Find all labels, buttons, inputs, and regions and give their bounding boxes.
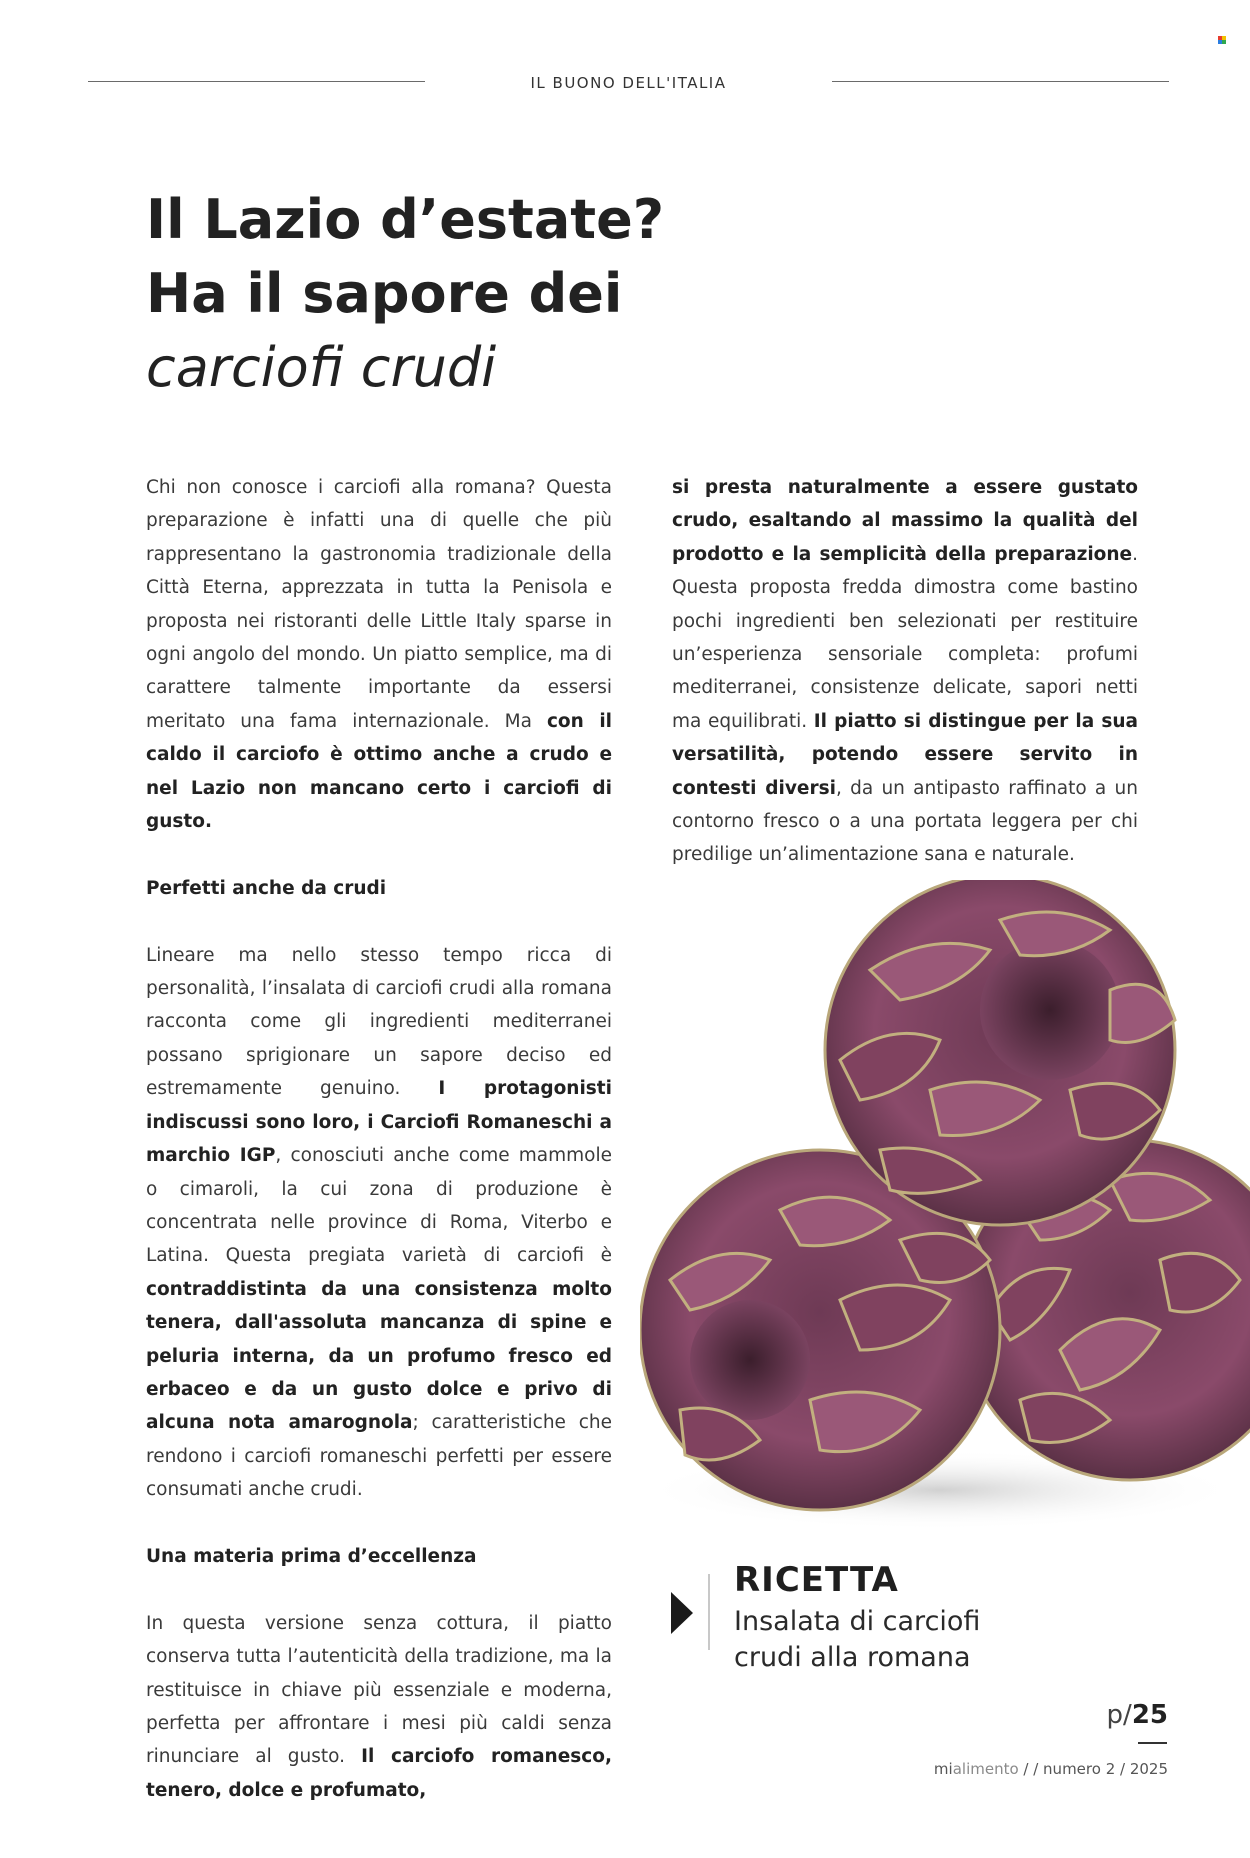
recipe-title-line-2: crudi alla romana — [734, 1642, 971, 1673]
play-arrow-icon — [671, 1592, 693, 1634]
page-number-rule — [1138, 1742, 1167, 1744]
paragraph-text: Chi non conosce i carciofi alla romana? Questa preparazione è infatti una di quelle che più rappresentano la gastronomia tradizionale della Città Eterna, apprezzata in tutta la Penisola e proposta nei ristoranti delle Little Italy sparse in ogni angolo del mondo. Un piatto semplice, ma di carattere talmente importante da essersi meritato una fama internazionale. Ma — [146, 477, 612, 732]
paragraph-text: . Questa proposta fredda dimostra come bastino pochi ingredienti ben selezionati per restituire un’esperienza sensoriale completa: profumi mediterranei, consistenze delicate, sapori netti ma equilibrati. — [672, 543, 1138, 732]
recipe-divider — [708, 1574, 710, 1650]
paragraph-continuation — [672, 471, 1138, 872]
article-column-left — [146, 471, 612, 1807]
paragraph-bold: si presta naturalmente a essere gustato crudo, esaltando al massimo la qualità del prodotto e la semplicità della preparazione — [672, 477, 1138, 565]
subheading-materia-prima: Una materia prima d’eccellenza — [146, 1545, 477, 1567]
article-headline — [146, 183, 766, 405]
paragraph-versione — [146, 1607, 612, 1807]
paragraph-text: , da un antipasto raffinato a un contorno fresco o a una portata leggera per chi predilige un’alimentazione sana e naturale. — [672, 777, 1138, 866]
paragraph-text: In questa versione senza cottura, il piatto conserva tutta l’autenticità della tradizione, ma la restituisce in chiave più essenziale e moderna, perfetta per affrontare i mesi più caldi senza rinunciare al gusto. — [146, 1612, 612, 1768]
subheading-perfetti: Perfetti anche da crudi — [146, 877, 387, 899]
section-label: IL BUONO DELL'ITALIA — [530, 74, 727, 92]
brand-part-2: alimento — [952, 1760, 1019, 1778]
paragraph-protagonisti — [146, 939, 612, 1507]
headline-line-3: carciofi crudi — [146, 336, 497, 399]
paragraph-intro — [146, 471, 612, 838]
paragraph-text: Lineare ma nello stesso tempo ricca di personalità, l’insalata di carciofi crudi alla romana racconta come gli ingredienti mediterranei possano sprigionare un sapore deciso ed estremamente genuino. — [146, 944, 612, 1100]
issue-info: / / numero 2 / 2025 — [1018, 1760, 1168, 1778]
article-column-right — [672, 471, 1138, 872]
corner-mark-icon — [1218, 36, 1226, 44]
brand-part-1: mi — [933, 1760, 953, 1778]
paragraph-text: , conosciuti anche come mammole o cimaroli, la cui zona di produzione è concentrata nelle province di Roma, Viterbo e Latina. Questa pregiata varietà di carciofi è — [146, 1145, 613, 1267]
paragraph-bold: con il caldo il carciofo è ottimo anche a crudo e nel Lazio non mancano certo i carciofi di gusto. — [146, 710, 612, 833]
paragraph-bold: Il carciofo romanesco, tenero, dolce e profumato, — [146, 1746, 612, 1801]
recipe-label: RICETTA — [734, 1560, 899, 1600]
page-number — [1107, 1700, 1168, 1730]
magazine-footer — [934, 1760, 1168, 1778]
paragraph-bold: I protagonisti indiscussi sono loro, i Carciofi Romaneschi a marchio IGP — [146, 1078, 612, 1167]
paragraph-bold: Il piatto si distingue per la sua versatilità, potendo essere servito in contesti diversi — [672, 710, 1138, 799]
header-rule-right — [832, 81, 1169, 82]
recipe-title-line-1: Insalata di carciofi — [734, 1606, 981, 1637]
recipe-title — [734, 1604, 1154, 1676]
paragraph-bold: contraddistinta da una consistenza molto tenera, dall'assoluta mancanza di spine e peluria interna, da un profumo fresco ed erbaceo e da un gusto dolce e privo di alcuna nota amarognola — [146, 1278, 612, 1434]
paragraph-text: ; caratteristiche che rendono i carciofi romaneschi perfetti per essere consumati anche crudi. — [146, 1412, 612, 1501]
headline-line-2: Ha il sapore dei — [146, 262, 623, 325]
artichokes-image — [640, 880, 1250, 1560]
page-number-value: 25 — [1131, 1700, 1168, 1730]
headline-line-1: Il Lazio d’estate? — [146, 188, 665, 251]
artichoke-top — [825, 880, 1175, 1225]
page-prefix: p/ — [1106, 1700, 1132, 1730]
header-rule-left — [88, 81, 425, 82]
